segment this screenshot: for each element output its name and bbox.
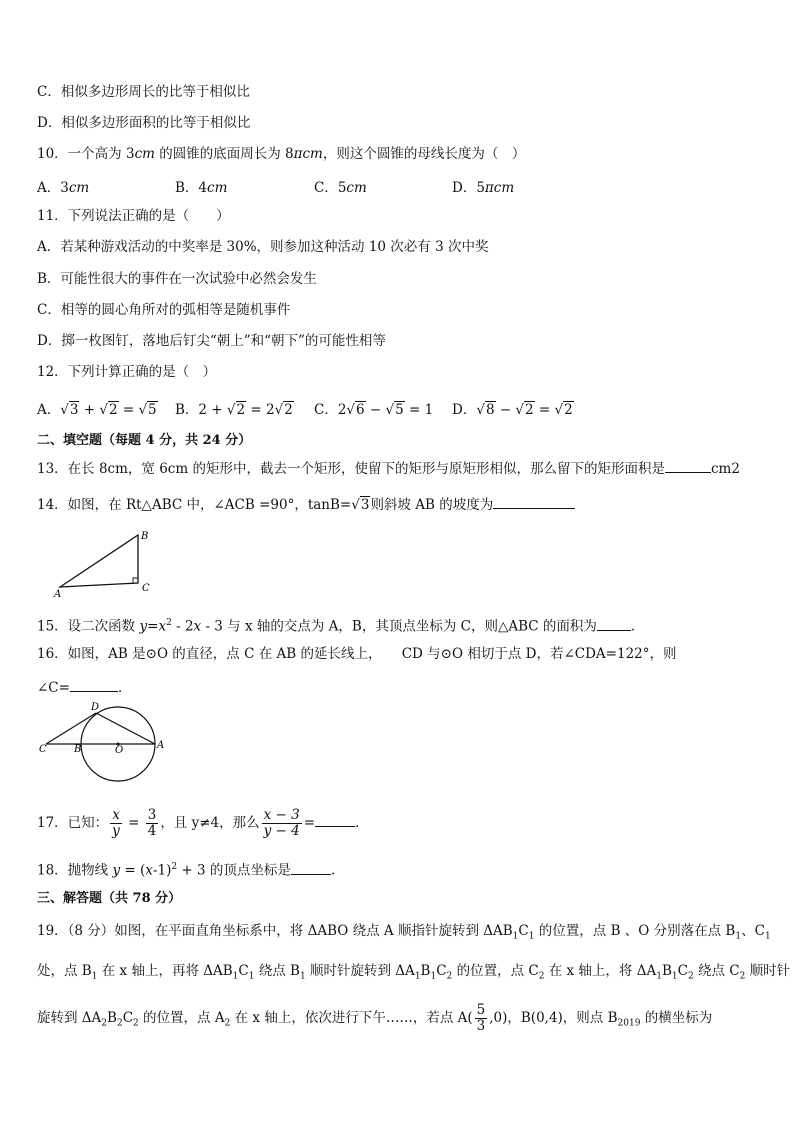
q14-label-a: A	[54, 589, 62, 600]
q14-triangle-figure	[40, 525, 160, 600]
q10-option-b: B．4cm	[175, 180, 228, 196]
q19-line3: 旋转到 $\Delta A_2B_2C_2$ 的位置，点 $A_2$ 在 x 轴上，依次进行下午……，若点 A( $\frac{5}{3}$ ,0)，B(0,4)，则点 $B_{2019}$ 的横坐标为	[37, 1002, 713, 1034]
q16-label-d: D	[91, 702, 100, 713]
q16-label-a: A	[157, 740, 165, 751]
q19-line2: 处，点 $B_1$ 在 x 轴上，再将 $\Delta AB_1C_1$ 绕点 $B_1$ 顺时针旋转到 $\Delta A_1B_1C_2$ 的位置，点 $C_2$ 在 x 轴上，将 $\Delta A_1B_1C_2$ 绕点 $C_2$ 顺时针	[37, 963, 791, 982]
q14-label-c: C	[142, 583, 150, 594]
q14-stem: 14．如图，在 Rt△ABC 中，∠ACB =90°，tanB=√3则斜坡 AB 的坡度为	[37, 494, 575, 514]
q12-stem: 12．下列计算正确的是（ ）	[37, 364, 217, 380]
q17-stem: 17．已知： $\frac{x}{y}$ = $\frac{3}{4}$ ，且 y≠4，那么 $\frac{x - 3}{y - 4}$ = ．	[37, 807, 369, 839]
q10-option-a: A．3cm	[37, 180, 90, 196]
q13-stem: 13．在长 8cm，宽 6cm 的矩形中，截去一个矩形，使留下的矩形与原矩形相似，那么留下的矩形面积是 cm2	[37, 458, 740, 478]
q10-option-c: C．5cm	[314, 180, 367, 196]
section-2-title: 二、填空题（每题 4 分，共 24 分）	[37, 433, 252, 448]
q16-label-b: B	[74, 744, 82, 755]
q12-option-a: A．√3 + √2 = √5	[37, 402, 157, 418]
q9-option-c: C．相似多边形周长的比等于相似比	[37, 84, 250, 100]
q19-line1: 19．（8 分）如图，在平面直角坐标系中，将 ΔABO 绕点 A 顺指针旋转到 $\Delta AB_1C_1$ 的位置，点 B 、O 分别落在点 $B_1$、$C_1$	[37, 923, 771, 942]
q12-option-b: B．2 + √2 = 2√2	[175, 402, 293, 418]
q11-option-c: C．相等的圆心角所对的弧相等是随机事件	[37, 302, 291, 318]
q16-line2: ∠C= ．	[37, 677, 131, 697]
q11-option-a: A．若某种游戏活动的中奖率是 30%，则参加这种活动 10 次必有 3 次中奖	[37, 239, 489, 255]
q16-label-o: O	[115, 745, 124, 756]
q10-option-d: D．5πcm	[452, 180, 515, 196]
q11-option-d: D．掷一枚图钉，落地后钉尖“朝上”和“朝下”的可能性相等	[37, 333, 386, 349]
q9-option-d: D．相似多边形面积的比等于相似比	[37, 115, 251, 131]
q15-stem: 15．设二次函数 $y=x^2 - 2x - 3$ 与 x 轴的交点为 A，B，其顶点坐标为 C，则△ABC 的面积为 ．	[37, 614, 644, 636]
q14-label-b: B	[141, 531, 149, 542]
q11-option-b: B．可能性很大的事件在一次试验中必然会发生	[37, 271, 317, 287]
q16-label-c: C	[39, 744, 47, 755]
q16-circle-figure	[36, 700, 171, 782]
q11-stem: 11．下列说法正确的是（ ）	[37, 208, 230, 224]
section-3-title: 三、解答题（共 78 分）	[37, 891, 182, 906]
q10-stem: 10．一个高为 3cm 的圆锥的底面周长为 8πcm，则这个圆锥的母线长度为（ ）	[37, 146, 526, 162]
q12-option-c: C．2√6 − √5 = 1	[314, 402, 434, 418]
q18-stem: 18．抛物线 $y = (x-1)^2 + 3$ 的顶点坐标是 .	[37, 858, 335, 880]
q12-option-d: D．√8 − √2 = √2	[452, 402, 573, 418]
q16-stem: 16．如图，AB 是⊙O 的直径，点 C 在 AB 的延长线上， CD 与⊙O 相切于点 D，若∠CDA=122°，则	[37, 646, 677, 662]
